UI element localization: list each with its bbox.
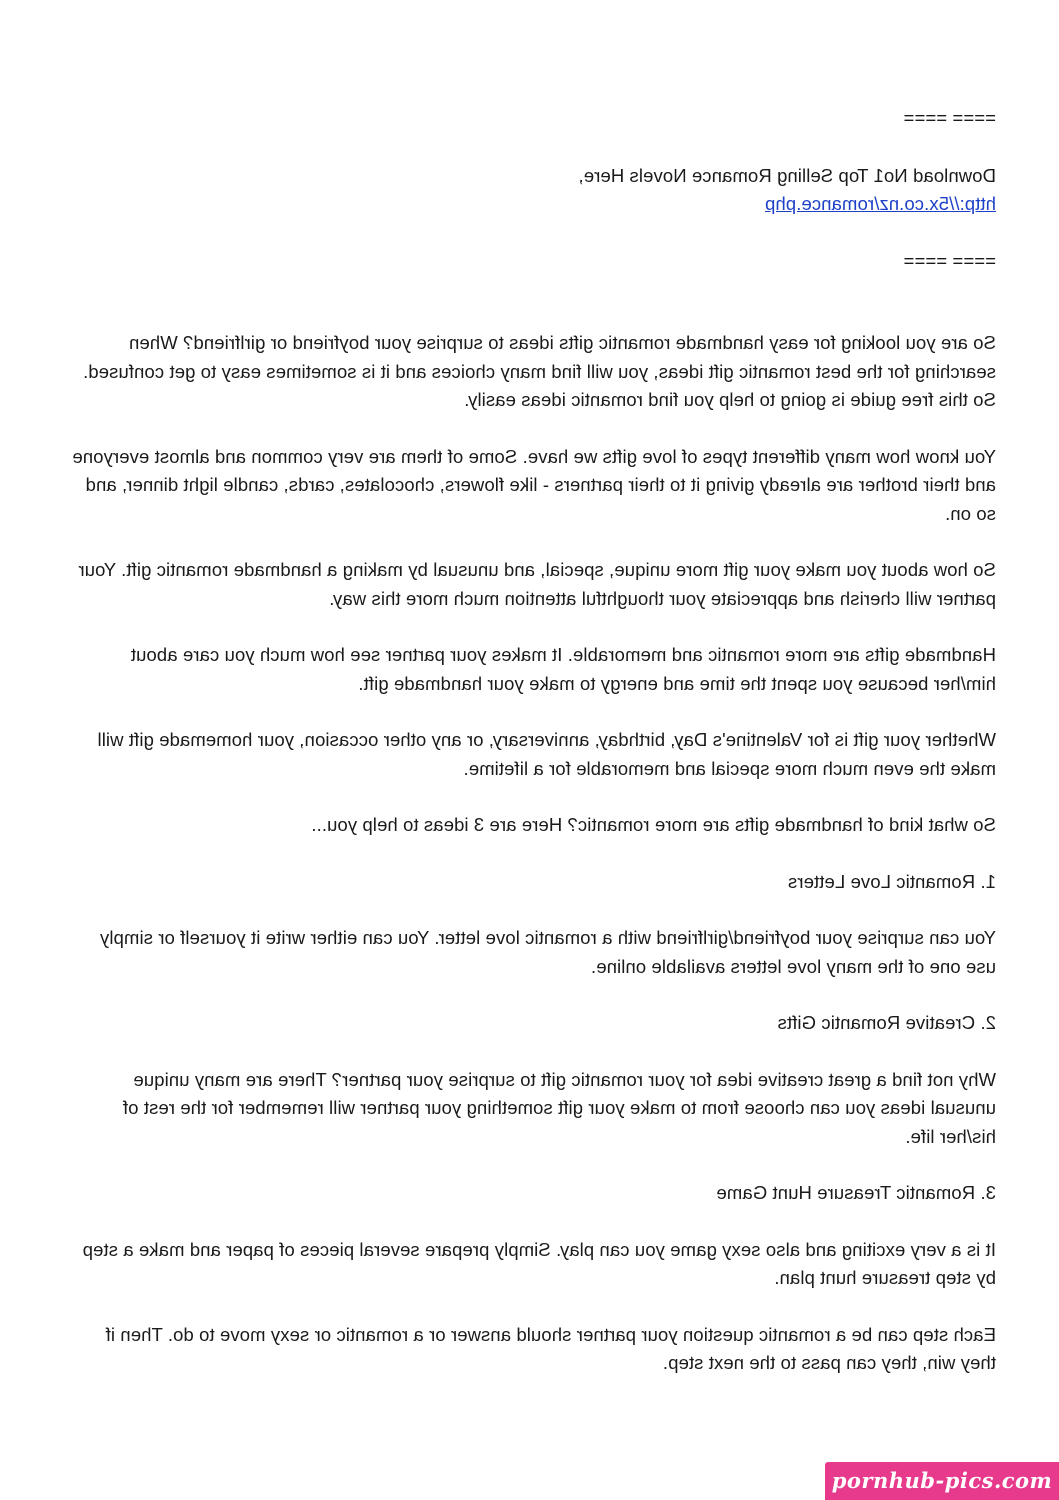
paragraph-unique-gift: So how about you make your gift more unique, special, and unusual by making a handmade romantic gift. Your partner will cherish and appreciate your thoughtful attention much more this way. (78, 559, 996, 609)
paragraph-treasure-hunt: It is a very exciting and also sexy game you can play. Simply prepare several pieces of paper and make a step by step treasure hunt plan. (82, 1238, 996, 1288)
watermark-badge: pornhub-pics.com (825, 1462, 1059, 1500)
download-link[interactable]: http://5x.co.nz/romance.php (765, 193, 996, 214)
paragraph-three-ideas: So what kind of handmade gifts are more romantic? Here are 3 ideas to help you... (311, 814, 996, 835)
paragraph-each-step: Each step can be a romantic question your partner should answer or a romantic or sexy move to do. Then if they win, they can pass to the next step. (105, 1323, 996, 1373)
paragraph-occasion: Whether your gift is for Valentine's Day, birthday, anniversary, or any other occasion, your homemade gift will make the even much more special and memorable for a lifetime. (97, 729, 996, 779)
download-block (66, 162, 996, 219)
heading-treasure-hunt: 3. Romantic Treasure Hunt Game (716, 1182, 996, 1203)
heading-love-letters: 1. Romantic Love Letters (787, 870, 996, 892)
paragraph-intro: So are you looking for easy handmade romantic gifts ideas to surprise your boyfriend or girlfriend? When searching for the best romantic gift ideas, you will find many choices and it is sometimes easy to get confused. So this free guide is going to help you find romantic ideas easily. (82, 332, 996, 410)
download-text: Download No1 Top Selling Romance Novels Here, (578, 164, 996, 186)
paragraph-creative-gifts: Why not find a great creative idea for your romantic gift to surprise your partner? There are many unique unusual ideas you can choose from to make your gift something your partner will remember for the rest of his/her life. (122, 1068, 996, 1147)
heading-creative-gifts: 2. Creative Romantic Gifts (777, 1012, 996, 1033)
separator-bottom: ==== ==== (903, 249, 996, 271)
paragraph-love-letters: You can surprise your boyfriend/girlfriend with a romantic love letter. You can either write it yourself or simply use one of the many love letters available online. (99, 927, 996, 977)
separator-top: ==== ==== (903, 107, 996, 128)
paragraph-handmade-memorable: Handmade gifts are more romantic and memorable. It makes your partner see how much you care about him/her because you spent the time and energy to make your handmade gift. (130, 644, 996, 694)
document-body (66, 104, 996, 1406)
paragraph-common-gifts: You know how many different types of love gifts we have. Some of them are very common and almost everyone and their brother are already giving it to their partners - like flowers, chocolates, cards, candle light dinner, and so on. (72, 445, 996, 524)
